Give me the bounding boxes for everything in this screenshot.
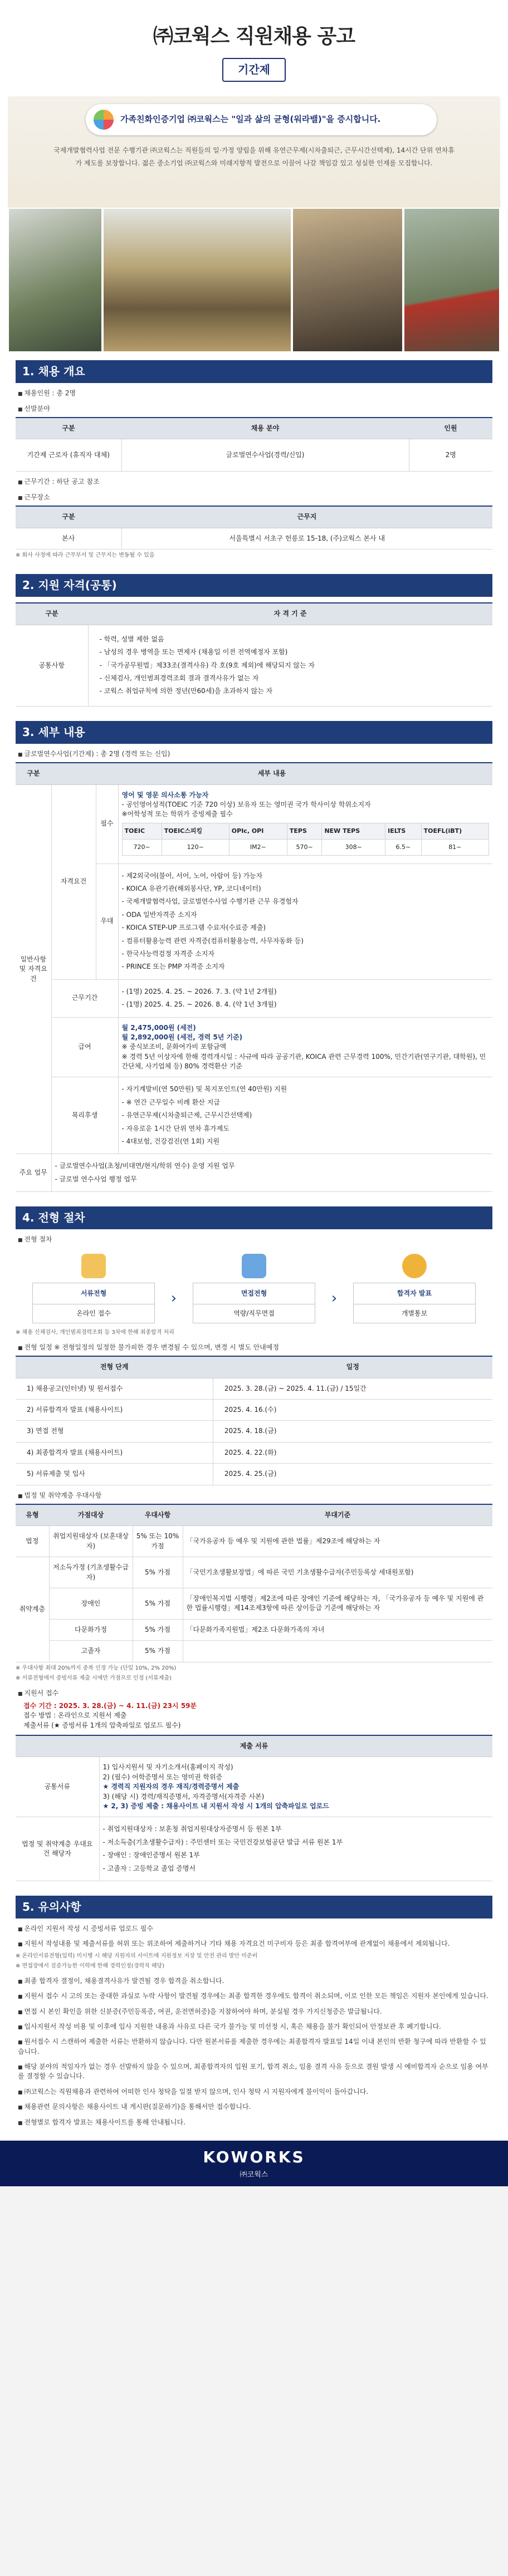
pay-item: 월 2,475,000원 (세전) [121,1023,196,1032]
note: ※ 서류전형에서 증빙서류 제출 시에만 가점으로 인정 (서류제출) [16,1675,172,1681]
cell: 2명 [409,439,492,472]
page-title: ㈜코웍스 직원채용 공고 [153,25,355,48]
th: 전형 단계 [16,1356,213,1378]
cell: 5) 서류제출 및 입사 [16,1464,213,1485]
th: 가점대상 [49,1504,133,1526]
list-item: - KOICA STEP-UP 프로그램 수료자(수료증 제출) [122,921,490,934]
cell: 본사 [16,528,121,549]
duty-list [55,1160,490,1186]
th: 근무지 [121,506,492,528]
table-row [16,1421,492,1442]
table-row [16,1378,492,1399]
proc-label: ■ 전형 절차 [18,1235,492,1244]
detail-bullet: ■ 글로벌연수사업(기간제) : 총 2명 (경력 또는 신입) [18,749,492,759]
arrow-right-icon: › [170,1289,177,1307]
section-title: 4. 전형 절차 [16,1206,492,1229]
apply-info [23,1701,492,1730]
work-period: ■ 근무기간 : 하단 공고 참조 [18,477,492,487]
th: 구분 [16,763,51,784]
qual-table [16,602,492,706]
cell: 「장애인복지법 시행령」제2조에 따른 장애인 기준에 해당하는 자, 「국가유공자 등 예우 및 지원에 관한 법률시행령」제14조제3항에 따른 상이등급 기준에 해당하는 자 [183,1588,492,1619]
docs-table [16,1735,492,1881]
th: 인원 [409,418,492,439]
step-label: 면접전형 [193,1283,315,1304]
doc-list [103,1823,490,1875]
cell: 취약계층 [16,1557,49,1662]
pay-item: ※ 경력 5년 이상자에 한해 경력개시일 : 사규에 따라 공공기관, KOICA 관련 근무경력 100%, 민간기관(연구기관, 대학원), 민간단체, 사기업체 등) 80% 경력환산 기준 [121,1052,486,1071]
pay-item: ※ 중식보조비, 문화여가비 포함금액 [121,1043,227,1051]
cell: 공통사항 [16,625,88,706]
note: ※ 회사 사정에 따라 근무부서 및 근무지는 변동될 수 있음 [16,552,155,558]
th: OPIc, OPI [229,823,287,839]
document-icon [81,1254,106,1278]
note: ※ 우대사항 최대 20%까지 중복 인정 가능 (단일 10%, 2% 20%) [16,1665,177,1671]
cell: 4) 최종합격자 발표 (채용사이트) [16,1442,213,1463]
cell: 법정 [16,1526,49,1557]
cell: 자격요건 [51,784,96,979]
cell: 「다문화가족지원법」제2조 다문화가족의 자녀 [183,1619,492,1640]
must-item: 영어 및 영문 의사소통 가능자 [121,791,209,799]
list-item: ■ 원서접수 시 스캔하여 제출한 서류는 반환하지 않습니다. 다만 원본서류를 제출한 경우에는 최종합격자 발표일 14일 이내 본인의 반환 청구에 따라 반환할 수 있습니다. [18,2037,492,2057]
list-item: - 신체검사, 개인범죄경력조회 결과 결격사유가 없는 자 [100,672,482,685]
th: 세부 내용 [51,763,492,784]
section-title: 3. 세부 내용 [16,721,492,744]
list-item: ■ 입사지원서 작성 비용 및 이후에 입사 지원한 내용과 사유로 다른 국가 불가능 및 미선정 시, 혹은 채용을 불가 확인되어 안정보관 후 폐기합니다. [18,2022,492,2032]
list-item: ■ 면접 시 본인 확인을 위한 신분증(주민등록증, 여권, 운전면허증)을 지참하여야 하며, 분실될 경우 가지신청증은 발급됩니다. [18,2007,492,2016]
apply-label: ■ 지원서 접수 [18,1689,492,1698]
cell: 81~ [421,839,489,855]
list-item: - 남성의 경우 병역을 또는 면제자 (채용일 이전 전역예정자 포함) [100,646,482,659]
th: 유형 [16,1504,49,1526]
cell: 저소득가정 (기초생활수급자) [49,1557,133,1588]
th: TOEIC [122,823,162,839]
step-result [353,1254,476,1324]
note: ※ 채용 신체검사, 개인범죄경력조회 등 3차에 한해 최종합격 처리 [16,1329,174,1336]
list-item: - 글로벌연수사업(초청/비대면/현지/학위 연수) 운영 지원 업무 [55,1160,490,1172]
cell: 장애인 [49,1588,133,1619]
cell: 기간제 근로자 (휴직자 대체) [16,439,121,472]
cell: 고졸자 [49,1641,133,1662]
field-label: ■ 선발분야 [18,404,492,414]
list-item: ※ 온라인서류전형(입력) 미시행 시 해당 지원자의 사이트에 지원정보 저장 및 안전 관리 방안 미준비 [16,1952,258,1959]
list-item: ■ 해당 분야의 적임자가 없는 경우 선발하지 않을 수 있으며, 최종합격자의 입원 포기, 합격 취소, 임용 결격 사유 등으로 결원 발생 시 예비합격자 순으로 임용 여부를 결정할 수 있습니다. [18,2062,492,2082]
cell: 글로벌연수사업(경력/신입) [121,439,409,472]
section-title: 5. 유의사항 [16,1896,492,1918]
cell: 서울특별시 서초구 헌릉로 15-18, (주)코웍스 본사 내 [121,528,492,549]
cell: 「국민기초생활보장법」에 따른 국민 기초생활수급자(주민등록상 세대원포함) [183,1557,492,1588]
page-subtitle: 기간제 [222,58,286,82]
section-title: 2. 지원 자격(공통) [16,574,492,597]
section-details [16,721,492,1192]
list-item: - 취업지원대상자 : 보훈청 취업지원대상자증명서 등 원본 1부 [103,1823,490,1836]
list-item: - PRINCE 또는 PMP 자격증 소지자 [122,960,490,973]
bonus-table [16,1504,492,1662]
cell: IM2~ [229,839,287,855]
th: IELTS [385,823,421,839]
cell: 5% 가점 [133,1641,183,1662]
doc-item: 1) 입사지원서 및 자기소개서(홈페이지 작성) [102,1763,233,1772]
list-item: - 제2외국어(불어, 서어, 노어, 아랍어 등) 가능자 [122,870,490,882]
step-value: 온라인 접수 [32,1304,155,1323]
trophy-icon [402,1254,427,1278]
hire-count: ■ 채용인원 : 총 2명 [18,389,492,398]
th: TOEIC스피킹 [162,823,229,839]
list-item: - 유연근무제(시차출퇴근제, 근무시간선택제) [122,1109,490,1122]
th: 구분 [16,603,88,625]
cell: 5% 가점 [133,1557,183,1588]
step-label: 합격자 발표 [353,1283,476,1304]
step-interview [193,1254,315,1324]
list-item: ■ 지원서 작성내용 및 제출서류를 허위 또는 위조하여 제출하거나 기타 채용 자격요건 미구비자 등은 최종 합격여부에 관계없이 채용에서 제외됩니다. [18,1939,492,1949]
period-list [122,985,490,1012]
step-value: 역량/직무면접 [193,1304,315,1323]
slogan-pill [86,104,437,135]
cell: 「국가유공자 등 예우 및 지원에 관한 법률」제29조에 해당하는 자 [183,1526,492,1557]
arrow-right-icon: › [331,1289,338,1307]
cell: 급여 [51,1017,118,1077]
section-overview [16,360,492,560]
cell [183,1641,492,1662]
exam-table [122,823,490,856]
list-item: - (1명) 2025. 4. 25. ~ 2026. 7. 3. (약 1년 2개월) [122,985,490,998]
list-item: - 학력, 성별 제한 없음 [100,633,482,646]
th: 제출 서류 [16,1735,492,1757]
th: 구분 [16,506,121,528]
apply-method: 접수 방법 : 온라인으로 지원서 제출 [23,1711,127,1720]
list-item: ※ 면접장에서 검증가능한 이력에 한해 경력인정(경력직 해당) [16,1963,165,1970]
photo-1 [8,208,102,352]
cell: 6.5~ [385,839,421,855]
cell: 공통서류 [16,1757,99,1817]
list-item: ■ 채용관련 문의사항은 채용사이트 내 게시판(질문하기)을 통해서만 접수합니다. [18,2102,492,2112]
list-item: - 4대보험, 건강검진(연 1회) 지원 [122,1135,490,1148]
hero-banner [8,96,500,352]
notice-list [16,1924,492,2127]
pay-item: 월 2,892,000원 (세전, 경력 5년 기준) [121,1033,243,1041]
list-item: - 자유로운 1시간 단위 연차 휴가제도 [122,1122,490,1135]
cell: 2025. 3. 28.(금) ~ 2025. 4. 11.(금) / 15일간 [213,1378,492,1399]
cell: 570~ [287,839,322,855]
must-item: ※어학성적 또는 학위가 증빙제출 필수 [121,810,233,818]
step-value: 개별통보 [353,1304,476,1323]
th: 일정 [213,1356,492,1378]
cell: 120~ [162,839,229,855]
cell: 720~ [122,839,162,855]
interview-icon [242,1254,266,1278]
cell: 취업지원대상자 (보훈대상자) [49,1526,133,1557]
footer-logo: KOWORKS [203,2148,305,2167]
list-item: ■ 온라인 지원서 작성 시 증빙서류 업로드 필수 [18,1924,492,1934]
cell: 5% 또는 10% 가점 [133,1526,183,1557]
th: 채용 분야 [121,418,409,439]
doc-item: 2) (필수) 어학증명서 또는 영미권 학위증 [102,1773,223,1781]
list-item: - 고졸자 : 고등학교 졸업 증명서 [103,1862,490,1875]
schedule-label: ■ 전형 일정 ※ 전형일정의 일정한 불가피한 경우 변경될 수 있으며, 변경 시 별도 안내예정 [18,1343,492,1352]
table-row [16,439,492,472]
doc-item: 3) (해당 시) 경력/재직증명서, 자격증명서(자격증 사본) [102,1792,265,1800]
pref-list [122,870,490,974]
cell: 2) 서류합격자 발표 (채용사이트) [16,1400,213,1421]
cell: 308~ [322,839,385,855]
table-row [16,1464,492,1485]
list-item: - 컴퓨터활용능력 관련 자격증(컴퓨터활용능력, 사무자동화 등) [122,935,490,948]
cell: 2025. 4. 22.(화) [213,1442,492,1463]
table-row [16,1400,492,1421]
list-item: - ※ 연간 근무일수 비례 환산 지급 [122,1096,490,1109]
apply-period: 접수 기간 : 2025. 3. 28.(금) ~ 4. 11.(금) 23시 59분 [23,1701,197,1710]
th: 부대기준 [183,1504,492,1526]
cell: 복리후생 [51,1077,118,1154]
process-flow [32,1254,476,1324]
cell: 다문화가정 [49,1619,133,1640]
list-item: - (1명) 2025. 4. 25. ~ 2026. 8. 4. (약 1년 3개월) [122,998,490,1011]
cell: 주요 업무 [16,1154,51,1192]
section-process [16,1206,492,1881]
welfare-list [122,1083,490,1148]
footer-company: ㈜코웍스 [240,2170,268,2179]
list-item: - 「국가공무원법」제33조(결격사유) 각 호(9호 제외)에 해당되지 않는 자 [100,659,482,672]
list-item: ■ 지원서 접수 시 고의 또는 중대한 과실로 누락 사항이 발견될 경우에는 최종 합격한 경우에도 합격이 취소되며, 이로 인한 모든 책임은 지원자 본인에게 있습니다. [18,1991,492,2001]
qual-list [100,633,482,698]
schedule-table [16,1356,492,1485]
list-item: - 저소득층(기초생활수급자) : 주민센터 또는 국민건강보험공단 발급 서류 원본 1부 [103,1836,490,1849]
list-item: - 코웍스 취업규칙에 의한 정년(만60세)을 초과하지 않는 자 [100,685,482,698]
th: 구분 [16,418,121,439]
th: 우대사항 [133,1504,183,1526]
detail-table [16,762,492,1192]
list-item: - KOICA 유관기관(해외봉사단, YP, 코디네이터) [122,882,490,895]
cell: 일반사항 및 자격요건 [16,784,51,1154]
cell: 법정 및 취약계층 우대요건 해당자 [16,1817,99,1881]
cell: 2025. 4. 18.(금) [213,1421,492,1442]
list-item: - ODA 일반자격증 소지자 [122,909,490,921]
photo-2 [102,208,292,352]
th: 자 격 기 준 [88,603,492,625]
th: TOEFL(iBT) [421,823,489,839]
place-table [16,506,492,549]
cell: 3) 면접 전형 [16,1421,213,1442]
slogan-text: 가족친화인증기업 ㈜코웍스는 "일과 삶의 균형(워라밸)"을 증시합니다. [120,114,381,125]
table-row [16,1442,492,1463]
th: NEW TEPS [322,823,385,839]
section-notice [16,1896,492,2127]
cell: 2025. 4. 25.(금) [213,1464,492,1485]
table-row [16,528,492,549]
section-qualification [16,574,492,706]
must-item: - 공인영어성적(TOEIC 기준 720 이상) 보유자 또는 영미권 국가 학사이상 학위소지자 [121,800,371,808]
cell: 근무기간 [51,979,118,1017]
step-document [32,1254,155,1324]
footer [0,2141,508,2186]
header [0,0,508,96]
doc-item: ★ 2, 3) 증빙 제출 : 채용사이트 내 지원서 작성 시 1개의 압축파일로 업로드 [102,1802,329,1810]
section-title: 1. 채용 개요 [16,360,492,383]
photo-3 [292,208,403,352]
intro-text: 국제개발협력사업 전문 수행기관 ㈜코웍스는 직원들의 일·가정 양립을 위해 유연근무제(시차출퇴근, 근무시간선택제), 14시간 단위 연차휴가 제도를 보장합니다. 젊은 중소기업 ㈜코웍스와 미래지향적 발전으로 이끌어 나갈 책임감 있고 성실한 인재를 모집합니다. [53,146,455,167]
cell: 1) 채용공고(인터넷) 및 원서접수 [16,1378,213,1399]
company-logo-icon [94,110,114,130]
work-place-label: ■ 근무장소 [18,493,492,502]
th: TEPS [287,823,322,839]
step-label: 서류전형 [32,1283,155,1304]
list-item: - 자기계발비(연 50만원) 및 복지포인트(연 40만원) 지원 [122,1083,490,1096]
list-item: ■ ㈜코웍스는 직원채용과 관련하여 어떠한 인사 청탁을 일절 받지 않으며, 인사 청탁 시 지원자에게 불이익이 돌아갑니다. [18,2087,492,2097]
apply-docs: 제출서류 (★ 증빙서류 1개의 압축파일로 업로드 필수) [23,1721,181,1729]
list-item: - 장애인 : 장애인증명서 원본 1부 [103,1849,490,1862]
bonus-label: ■ 법정 및 취약계층 우대사항 [18,1491,492,1500]
cell: 2025. 4. 16.(수) [213,1400,492,1421]
list-item: - 글로벌 연수사업 행정 업무 [55,1173,490,1186]
cell: 5% 가점 [133,1619,183,1640]
cell: 필수 [96,784,118,863]
list-item: - 국제개발협력사업, 글로벌연수사업 수행기관 근무 유경험자 [122,895,490,908]
list-item: ■ 최종 합격자 결정이, 채용결격사유가 발견될 경우 합격을 취소합니다. [18,1976,492,1986]
cell: 우대 [96,863,118,979]
cell: 5% 가점 [133,1588,183,1619]
list-item: ■ 전형별로 합격자 발표는 채용사이트를 통해 안내됩니다. [18,2118,492,2127]
field-table [16,417,492,472]
photo-4 [403,208,500,352]
list-item: - 한국사능력검정 자격증 소지자 [122,948,490,960]
doc-item: ★ 경력직 지원자의 경우 재직/경력증명서 제출 [102,1783,240,1791]
